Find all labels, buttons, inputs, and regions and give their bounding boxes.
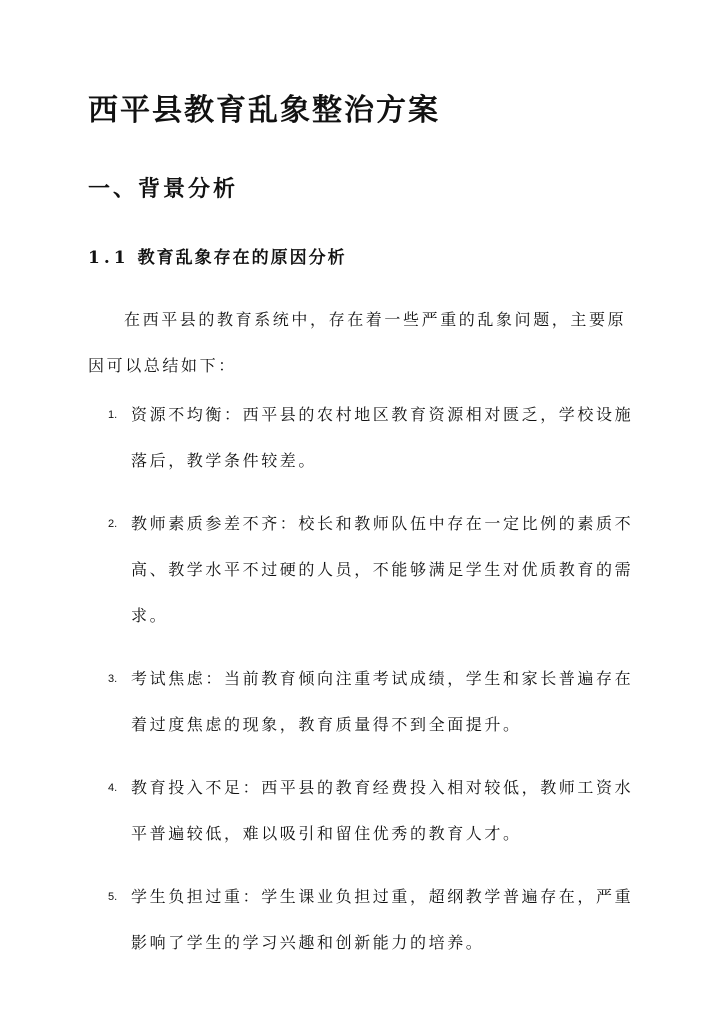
document-title: 西平县教育乱象整治方案 — [88, 93, 440, 128]
list-item — [88, 656, 636, 748]
list-item-number: 1. — [108, 409, 118, 421]
cause-list — [88, 392, 636, 983]
list-item — [88, 501, 636, 639]
subsection-heading — [88, 243, 347, 268]
section-heading: 一、背景分析 — [88, 176, 239, 202]
list-item-text: 考试焦虑：当前教育倾向注重考试成绩，学生和家长普遍存在着过度焦虑的现象，教育质量得不到全面提升。 — [131, 669, 634, 734]
list-item-text: 资源不均衡：西平县的农村地区教育资源相对匮乏，学校设施落后，教学条件较差。 — [131, 405, 634, 470]
list-item-text: 教师素质参差不齐：校长和教师队伍中存在一定比例的素质不高、教学水平不过硬的人员，不能够满足学生对优质教育的需求。 — [131, 514, 634, 625]
list-item-number: 5. — [108, 891, 118, 903]
list-item-text: 教育投入不足：西平县的教育经费投入相对较低，教师工资水平普遍较低，难以吸引和留住优秀的教育人才。 — [131, 778, 634, 843]
list-item-number: 2. — [108, 518, 118, 530]
list-item — [88, 765, 636, 857]
list-item-text: 学生负担过重：学生课业负担过重，超纲教学普遍存在，严重影响了学生的学习兴趣和创新能力的培养。 — [131, 887, 634, 952]
subsection-number: 1.1 — [88, 248, 130, 268]
list-item — [88, 392, 636, 484]
intro-paragraph: 在西平县的教育系统中，存在着一些严重的乱象问题，主要原因可以总结如下： — [88, 310, 627, 375]
subsection-title: 教育乱象存在的原因分析 — [137, 248, 347, 268]
list-item-number: 3. — [108, 673, 118, 685]
list-item — [88, 874, 636, 966]
list-item-number: 4. — [108, 782, 118, 794]
